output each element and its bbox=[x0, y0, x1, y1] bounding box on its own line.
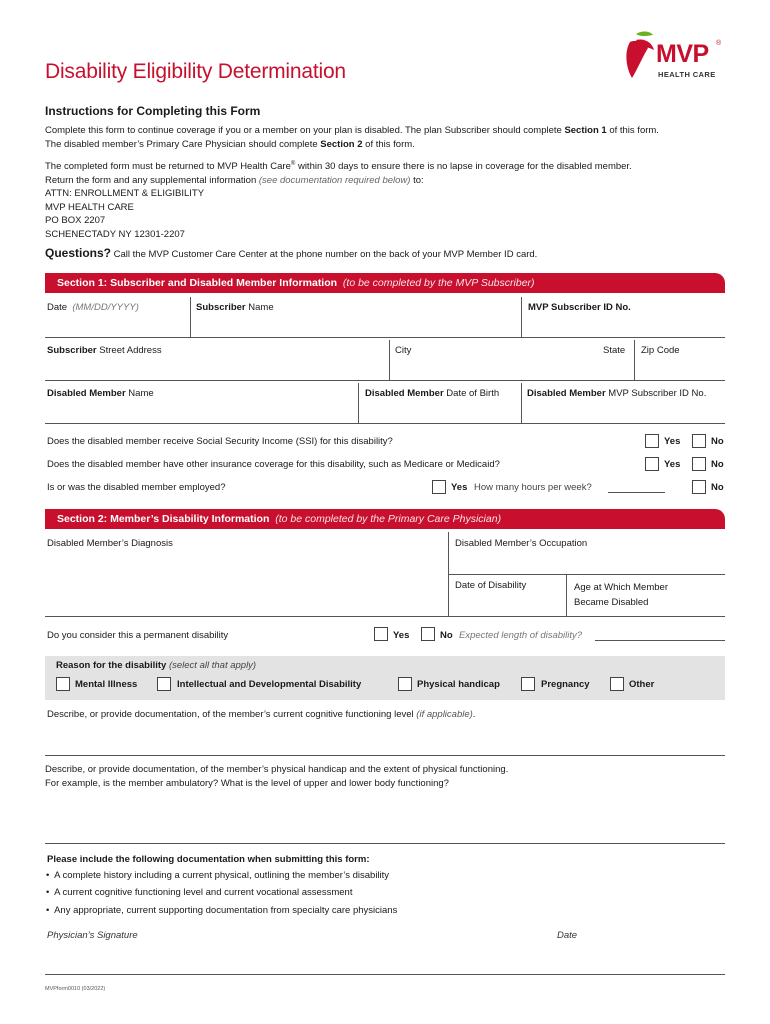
physical-input-line[interactable] bbox=[45, 843, 725, 844]
reason-mental-illness-label: Mental Illness bbox=[75, 679, 138, 690]
reason-other-label: Other bbox=[629, 679, 655, 690]
documentation-item: • A complete history including a current physical, outlining the member’s disability bbox=[46, 870, 390, 881]
reason-pregnancy-label: Pregnancy bbox=[541, 679, 590, 690]
divider bbox=[566, 574, 567, 616]
reason-mental-illness-checkbox[interactable] bbox=[56, 677, 70, 691]
hours-input[interactable] bbox=[608, 492, 665, 493]
reason-other-checkbox[interactable] bbox=[610, 677, 624, 691]
questions-line: Questions? Call the MVP Customer Care Center at the phone number on the back of your MVP Member ID card. bbox=[45, 246, 538, 260]
signature-input-line[interactable] bbox=[45, 974, 725, 975]
disabled-member-dob-label: Disabled Member Date of Birth bbox=[365, 388, 500, 399]
permanent-question: Do you consider this a permanent disability bbox=[47, 630, 229, 641]
date-of-disability-label: Date of Disability bbox=[455, 580, 527, 591]
field-line[interactable] bbox=[45, 337, 725, 338]
divider bbox=[521, 297, 522, 337]
reason-label: Reason for the disability (select all that apply) bbox=[56, 660, 257, 671]
divider bbox=[521, 383, 522, 423]
form-id: MVPform0010 (03/2022) bbox=[45, 986, 106, 992]
reason-physical-label: Physical handicap bbox=[417, 679, 500, 690]
field-line[interactable] bbox=[448, 574, 725, 575]
ssi-question: Does the disabled member receive Social Security Income (SSI) for this disability? bbox=[47, 436, 393, 447]
divider bbox=[358, 383, 359, 423]
expected-length-input[interactable] bbox=[595, 640, 725, 641]
hours-label: How many hours per week? bbox=[474, 482, 592, 493]
section-2-banner: Section 2: Member’s Disability Information (to be completed by the Primary Care Physician) bbox=[45, 509, 725, 529]
disabled-member-name-label: Disabled Member Name bbox=[47, 388, 154, 399]
state-label: State bbox=[603, 345, 626, 356]
ssi-no-checkbox[interactable] bbox=[692, 434, 706, 448]
employed-no-checkbox[interactable] bbox=[692, 480, 706, 494]
documentation-item: • A current cognitive functioning level and current vocational assessment bbox=[46, 887, 353, 898]
section-1-banner: Section 1: Subscriber and Disabled Member Information (to be completed by the MVP Subscriber) bbox=[45, 273, 725, 293]
occupation-label: Disabled Member’s Occupation bbox=[455, 538, 588, 549]
instructions-paragraph-1: Complete this form to continue coverage if you or a member on your plan is disabled. The plan Subscriber should complete Section 1 of this form. The disabled member’s Primary Care Physician should complete Section 2 of this form. bbox=[45, 125, 659, 150]
field-line[interactable] bbox=[45, 616, 725, 617]
logo-text: MVP bbox=[656, 40, 709, 68]
street-address-label: Subscriber Street Address bbox=[47, 345, 162, 356]
permanent-yes-label: Yes bbox=[393, 630, 410, 641]
instructions-heading: Instructions for Completing this Form bbox=[45, 104, 261, 118]
permanent-no-checkbox[interactable] bbox=[421, 627, 435, 641]
permanent-no-label: No bbox=[440, 630, 453, 641]
divider bbox=[634, 340, 635, 380]
employed-yes-checkbox[interactable] bbox=[432, 480, 446, 494]
subscriber-name-label: Subscriber Name bbox=[196, 302, 274, 313]
physical-prompt: Describe, or provide documentation, of the member’s physical handicap and the extent of physical functioning. For example, is the member ambulatory? What is the level of upper and lower body functioning? bbox=[45, 764, 509, 789]
insurance-yes-checkbox[interactable] bbox=[645, 457, 659, 471]
reason-pregnancy-checkbox[interactable] bbox=[521, 677, 535, 691]
insurance-no-label: No bbox=[711, 459, 724, 470]
page-title: Disability Eligibility Determination bbox=[45, 60, 346, 83]
field-line[interactable] bbox=[45, 423, 725, 424]
instructions-paragraph-2: The completed form must be returned to MVP Health Care® within 30 days to ensure there is no lapse in coverage for the disabled member. Return the form and any supplemental information (see documentation required below) to: bbox=[45, 161, 632, 187]
date-label: Date (MM/DD/YYYY) bbox=[47, 302, 139, 313]
zip-label: Zip Code bbox=[641, 345, 680, 356]
divider bbox=[190, 297, 191, 337]
employed-question: Is or was the disabled member employed? bbox=[47, 482, 226, 493]
signature-date-label: Date bbox=[557, 930, 578, 941]
expected-length-label: Expected length of disability? bbox=[459, 630, 583, 641]
ssi-no-label: No bbox=[711, 436, 724, 447]
ssi-yes-label: Yes bbox=[664, 436, 681, 447]
documentation-heading: Please include the following documentation when submitting this form: bbox=[47, 854, 370, 865]
disabled-member-id-label: Disabled Member MVP Subscriber ID No. bbox=[527, 388, 707, 399]
permanent-yes-checkbox[interactable] bbox=[374, 627, 388, 641]
logo-registered: ® bbox=[716, 40, 722, 47]
employed-yes-label: Yes bbox=[451, 482, 468, 493]
mailing-address: ATTN: ENROLLMENT & ELIGIBILITY MVP HEALTH CARE PO BOX 2207 SCHENECTADY NY 12301-2207 bbox=[45, 188, 205, 240]
reason-intellectual-checkbox[interactable] bbox=[157, 677, 171, 691]
signature-label: Physician’s Signature bbox=[47, 930, 138, 941]
cognitive-prompt: Describe, or provide documentation, of the member’s current cognitive functioning level (if applicable). bbox=[47, 709, 476, 720]
reason-intellectual-label: Intellectual and Developmental Disability bbox=[177, 679, 362, 690]
insurance-question: Does the disabled member have other insurance coverage for this disability, such as Medicare or Medicaid? bbox=[47, 459, 500, 470]
documentation-item: • Any appropriate, current supporting documentation from specialty care physicians bbox=[46, 905, 398, 916]
cognitive-input-line[interactable] bbox=[45, 755, 725, 756]
subscriber-id-label: MVP Subscriber ID No. bbox=[528, 302, 631, 313]
diagnosis-label: Disabled Member’s Diagnosis bbox=[47, 538, 173, 549]
age-disabled-label: Age at Which Member Became Disabled bbox=[574, 582, 668, 608]
insurance-yes-label: Yes bbox=[664, 459, 681, 470]
mvp-logo bbox=[622, 28, 732, 86]
divider bbox=[389, 340, 390, 380]
reason-physical-checkbox[interactable] bbox=[398, 677, 412, 691]
city-label: City bbox=[395, 345, 412, 356]
insurance-no-checkbox[interactable] bbox=[692, 457, 706, 471]
logo-subtitle: HEALTH CARE bbox=[658, 70, 716, 79]
ssi-yes-checkbox[interactable] bbox=[645, 434, 659, 448]
employed-no-label: No bbox=[711, 482, 724, 493]
field-line[interactable] bbox=[45, 380, 725, 381]
